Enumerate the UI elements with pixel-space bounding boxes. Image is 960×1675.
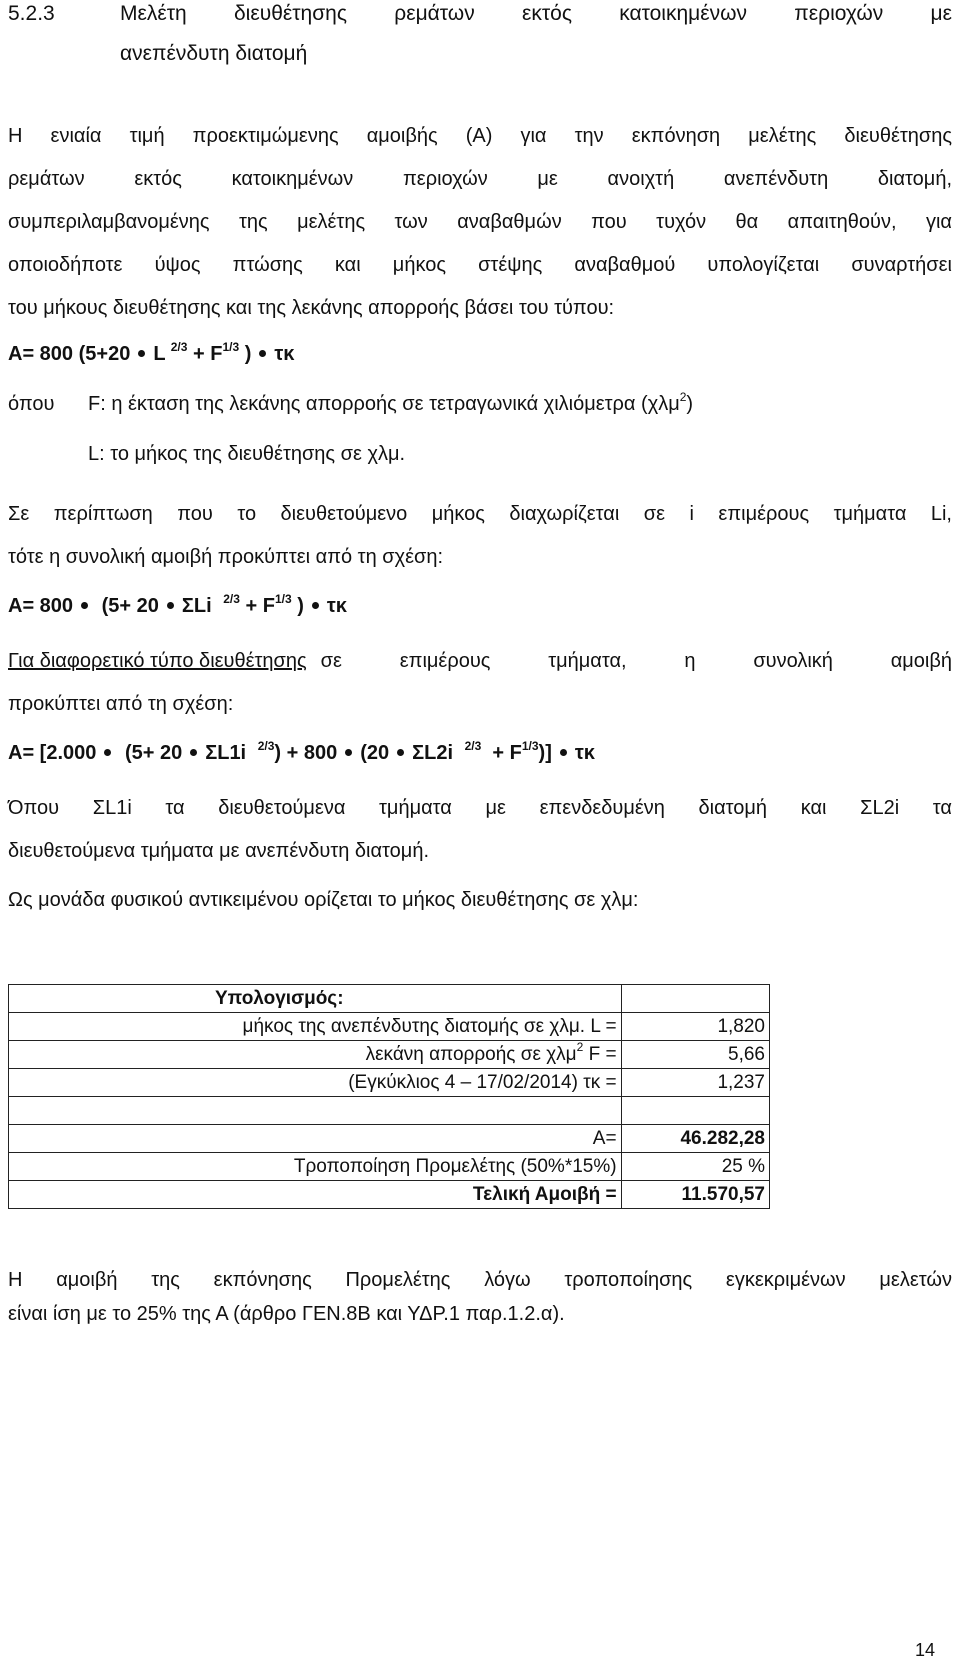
formula-3-part: ΣL1i bbox=[205, 742, 247, 764]
formula-1 bbox=[8, 342, 952, 366]
formula-1-part: + F bbox=[193, 343, 223, 365]
bullet-icon bbox=[259, 350, 266, 357]
para3-line2: προκύπτει από τη σχέση: bbox=[8, 693, 234, 715]
superscript: 2 bbox=[679, 390, 687, 404]
formula-1-part: τκ bbox=[274, 343, 295, 365]
f-definition bbox=[88, 392, 693, 416]
f-definition-text: ) bbox=[686, 393, 694, 415]
row-value: 1,820 bbox=[621, 1013, 769, 1041]
para6-line2: είναι ίση με το 25% της Α (άρθρο ΓΕΝ.8Β και ΥΔΡ.1 παρ.1.2.α). bbox=[8, 1303, 565, 1325]
row-label: (Εγκύκλιος 4 – 17/02/2014) τκ = bbox=[9, 1069, 622, 1097]
para2-line2: τότε η συνολική αμοιβή προκύπτει από τη σχέση: bbox=[8, 546, 444, 568]
table-cell-empty bbox=[621, 1097, 769, 1125]
exponent: 1/3 bbox=[222, 340, 240, 354]
formula-3-part: ) + 800 bbox=[274, 742, 338, 764]
formula-3-part: )] bbox=[538, 742, 552, 764]
formula-3-part: + F bbox=[492, 742, 522, 764]
table-header: Υπολογισμός: bbox=[9, 985, 622, 1013]
formula-1-part: ) bbox=[244, 343, 252, 365]
formula-2 bbox=[8, 594, 952, 618]
row-value: 1,237 bbox=[621, 1069, 769, 1097]
superscript: 2 bbox=[576, 1040, 584, 1054]
final-fee-label: Τελική Αμοιβή = bbox=[9, 1181, 622, 1209]
page-number: 14 bbox=[914, 1640, 935, 1660]
row-label-text: λεκάνη απορροής σε χλμ bbox=[365, 1044, 577, 1065]
formula-3-part: (5+ 20 bbox=[124, 742, 183, 764]
formula-3-part: τκ bbox=[574, 742, 595, 764]
formula-2-part: (5+ 20 bbox=[101, 595, 159, 617]
para4-line2: διευθετούμενα τμήματα με ανεπένδυτη διατομή. bbox=[8, 840, 429, 862]
exponent: 2/3 bbox=[257, 739, 275, 753]
bullet-icon bbox=[167, 602, 174, 609]
table-cell bbox=[621, 985, 769, 1013]
final-fee-value: 11.570,57 bbox=[621, 1181, 769, 1209]
para3-line1 bbox=[8, 649, 952, 673]
formula-3 bbox=[8, 741, 952, 765]
bullet-icon bbox=[345, 749, 352, 756]
formula-1-part: Α= 800 (5+20 bbox=[8, 343, 131, 365]
modification-value: 25 % bbox=[621, 1153, 769, 1181]
formula-3-part: ΣL2i bbox=[412, 742, 454, 764]
formula-3-part: Α= [2.000 bbox=[8, 742, 97, 764]
formula-2-part: ΣLi bbox=[181, 595, 212, 617]
formula-2-part: τκ bbox=[326, 595, 347, 617]
bullet-icon bbox=[104, 749, 111, 756]
modification-label: Τροποποίηση Προμελέτης (50%*15%) bbox=[9, 1153, 622, 1181]
table-row bbox=[9, 1125, 770, 1153]
row-label-text: F = bbox=[583, 1044, 617, 1065]
exponent: 2/3 bbox=[223, 592, 240, 606]
result-label: Α= bbox=[9, 1125, 622, 1153]
bullet-icon bbox=[138, 350, 145, 357]
table-row bbox=[9, 1097, 770, 1125]
formula-2-part: ) bbox=[297, 595, 304, 617]
formula-1-part: L bbox=[153, 343, 166, 365]
para3-rest: σε επιμέρους τμήματα, η συνολική αμοιβή bbox=[320, 650, 952, 672]
para2-line1: Σε περίπτωση που το διευθετούμενο μήκος διαχωρίζεται σε i επιμέρους τμήματα Li, bbox=[8, 503, 952, 525]
table-row bbox=[9, 1013, 770, 1041]
row-label bbox=[9, 1041, 622, 1069]
bullet-icon bbox=[312, 602, 319, 609]
table-cell-empty bbox=[9, 1097, 622, 1125]
row-label: μήκος της ανεπένδυτης διατομής σε χλμ. L = bbox=[9, 1013, 622, 1041]
para1-line4: οποιοδήποτε ύψος πτώσης και μήκος στέψης αναβαθμού υπολογίζεται συναρτήσει bbox=[8, 254, 952, 276]
section-title-line2: ανεπένδυτη διατομή bbox=[120, 42, 308, 65]
para4-line1: Όπου ΣL1i τα διευθετούμενα τμήματα με επενδεδυμένη διατομή και ΣL2i τα bbox=[8, 797, 952, 819]
para1-line5: του μήκους διευθέτησης και της λεκάνης απορροής βάσει του τύπου: bbox=[8, 297, 615, 319]
formula-2-part: + F bbox=[245, 595, 275, 617]
where-label: όπου bbox=[8, 393, 55, 415]
bullet-icon bbox=[81, 602, 88, 609]
bullet-icon bbox=[560, 749, 567, 756]
exponent: 1/3 bbox=[521, 739, 539, 753]
exponent: 1/3 bbox=[274, 592, 292, 606]
formula-3-part: (20 bbox=[360, 742, 390, 764]
table-row bbox=[9, 1069, 770, 1097]
exponent: 2/3 bbox=[170, 340, 188, 354]
para1-line1: Η ενιαία τιμή προεκτιμώμενης αμοιβής (Α) για την εκπόνηση μελέτης διευθέτησης bbox=[8, 125, 952, 147]
formula-2-part: Α= 800 bbox=[8, 595, 74, 617]
l-definition: L: το μήκος της διευθέτησης σε χλμ. bbox=[88, 443, 406, 465]
calculation-table bbox=[8, 984, 770, 1209]
section-number: 5.2.3 bbox=[8, 2, 55, 25]
section-title-line1: Μελέτη διευθέτησης ρεμάτων εκτός κατοικημένων περιοχών με bbox=[120, 2, 952, 25]
result-value: 46.282,28 bbox=[621, 1125, 769, 1153]
table-row bbox=[9, 985, 770, 1013]
para1-line3: συμπεριλαμβανομένης της μελέτης των αναβαθμών που τυχόν θα απαιτηθούν, για bbox=[8, 211, 952, 233]
row-value: 5,66 bbox=[621, 1041, 769, 1069]
bullet-icon bbox=[397, 749, 404, 756]
exponent: 2/3 bbox=[464, 739, 482, 753]
bullet-icon bbox=[190, 749, 197, 756]
para1-line2: ρεμάτων εκτός κατοικημένων περιοχών με ανοιχτή ανεπένδυτη διατομή, bbox=[8, 168, 952, 190]
table-row bbox=[9, 1153, 770, 1181]
table-row bbox=[9, 1041, 770, 1069]
table-row bbox=[9, 1181, 770, 1209]
para6-line1: Η αμοιβή της εκπόνησης Προμελέτης λόγω τροποποίησης εγκεκριμένων μελετών bbox=[8, 1269, 952, 1291]
para5: Ως μονάδα φυσικού αντικειμένου ορίζεται το μήκος διευθέτησης σε χλμ: bbox=[8, 889, 639, 911]
f-definition-text: F: η έκταση της λεκάνης απορροής σε τετραγωνικά χιλιόμετρα (χλμ bbox=[88, 393, 680, 415]
underlined-text: Για διαφορετικό τύπο διευθέτησης bbox=[8, 650, 307, 672]
